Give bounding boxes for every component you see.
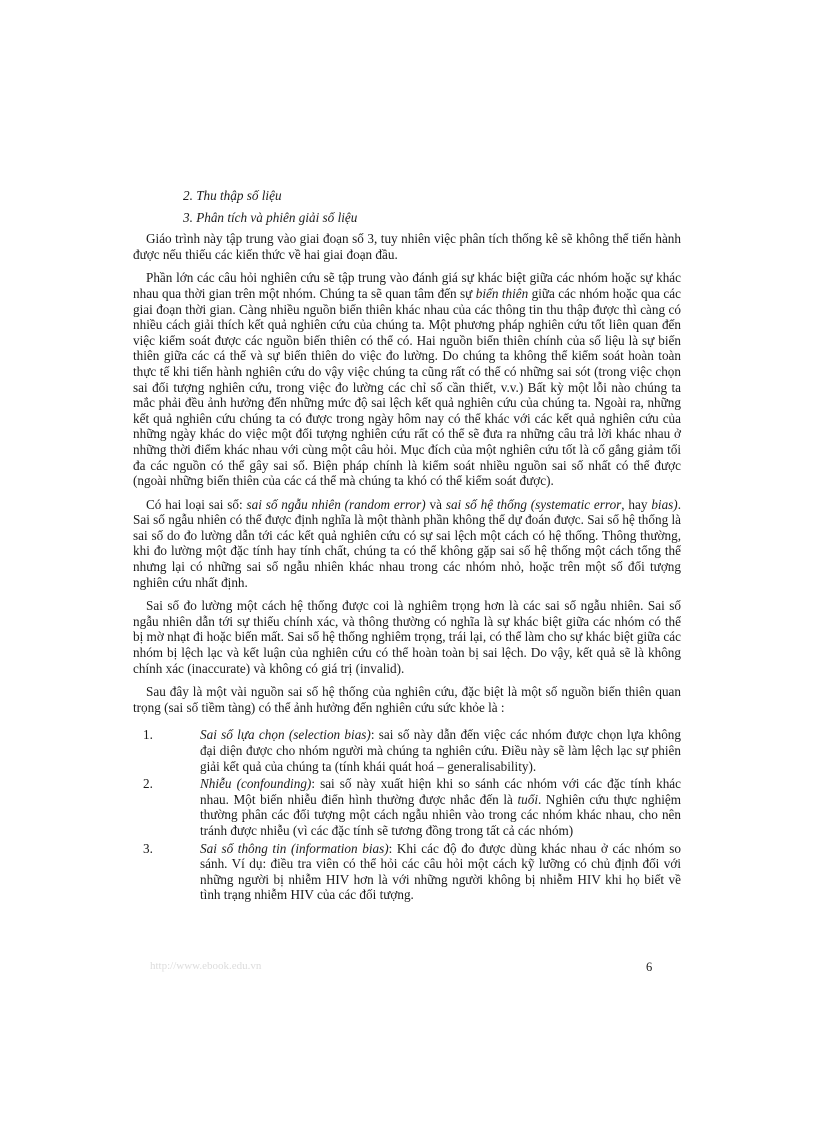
footer-url: http://www.ebook.edu.vn (150, 960, 262, 972)
list-number: 3. (143, 840, 153, 856)
bias-item-term: Sai số thông tin (information bias) (200, 840, 389, 856)
paragraph-variation-text-a: Phần lớn các câu hỏi nghiên cứu sẽ tập trung vào đánh giá sự khác biệt giữa các nhóm hoặc sự khác nhau qua thời gian trên một nhóm. Chúng ta sẽ quan tâm đến sự (133, 270, 681, 301)
bias-list (133, 727, 681, 903)
bias-item-term: Sai số lựa chọn (selection bias) (200, 727, 371, 743)
paragraph-variation-emphasis: biến thiên (475, 285, 529, 301)
list-number: 2. (143, 776, 153, 792)
bias-item-text-a: : sai số này xuất hiện khi so sánh các nhóm với các đặc tính khác nhau. Một biến nhiễu điển hình thường được nhắc đến là (200, 776, 681, 807)
bias-item-information (133, 841, 681, 903)
error-types-text-c: , hay (621, 496, 652, 512)
bias-term: bias) (651, 496, 678, 512)
page-content (133, 188, 681, 905)
list-item-data-collection: 2. Thu thập số liệu (183, 188, 282, 203)
bias-item-text: : sai số này dẫn đến việc các nhóm được chọn lựa không đại diện được cho nhóm người mà chúng ta nghiên cứu. Điều này sẽ làm lệch lạc sự phiên giải kết quả của chúng ta (tính khái quát hoá – generalisability). (200, 727, 681, 774)
bias-item-text-b: . Nghiên cứu thực nghiệm thường phân các đối tượng một cách ngẫu nhiên vào trong các nhóm khác nhau, cho nên tránh được nhiễu (vì các đặc tính sẽ tương đồng trong tất cả các nhóm) (200, 791, 682, 838)
error-types-text-a: Có hai loại sai số: (146, 496, 247, 512)
bias-item-selection (133, 727, 681, 774)
bias-item-confounding (133, 776, 681, 838)
paragraph-measurement-error: Sai số đo lường một cách hệ thống được coi là nghiêm trọng hơn là các sai số ngẫu nhiên. Sai số ngẫu nhiên dẫn tới sự thiếu chính xác, và thông thường có nghĩa là sự khác biệt giữa các nhóm có thể bị mờ nhạt đi hoặc biến mất. Sai số hệ thống nghiêm trọng, trái lại, có thể làm cho sự khác biệt giữa các nhóm bị lệch lạc và kết luận của nghiên cứu có thể hoàn toàn bị sai lệch. Do vậy, kết quả sẽ là không chính xác (inaccurate) và không có giá trị (invalid). (133, 598, 681, 676)
paragraph-sources-intro: Sau đây là một vài nguồn sai số hệ thống của nghiên cứu, đặc biệt là một số nguồn biến thiên quan trọng (sai số tiềm tàng) có thể ảnh hưởng đến nghiên cứu sức khỏe là : (133, 684, 681, 715)
bias-item-emphasis: tuổi (517, 791, 538, 807)
list-number: 1. (143, 727, 153, 743)
systematic-error-term: sai số hệ thống (systematic error (445, 496, 622, 512)
paragraph-error-types (133, 497, 681, 591)
error-types-text-d: . Sai số ngẫu nhiên có thể được định nghĩa là một thành phần không thể dự đoán được. Sai số hệ thống là sai số do đo lường dẫn tới các kết quả nghiên cứu có sự sai lệch một cách có hệ thống. Thông thường, khi đo lường một đặc tính hay tính chất, chúng ta có thể không gặp sai số hệ thống một cách tổng thể nhưng lại có những sai số ngẫu nhiên khác nhau trong các nhóm nhỏ, hoặc trên một số đối tượng nghiên cứu nhất định. (133, 496, 681, 590)
error-types-text-b: và (425, 496, 446, 512)
paragraph-variation (133, 270, 681, 488)
random-error-term: sai số ngẫu nhiên (random error) (246, 496, 426, 512)
paragraph-focus: Giáo trình này tập trung vào giai đoạn số 3, tuy nhiên việc phân tích thống kê sẽ không thể tiến hành được nếu thiếu các kiến thức về hai giai đoạn đầu. (133, 231, 681, 262)
paragraph-variation-text-b: giữa các nhóm hoặc qua các giai đoạn thời gian. Càng nhiều nguồn biến thiên khác nhau của các thông tin thu thập được thì càng có nhiều cách giải thích kết quả nghiên cứu của chúng ta. Một phương pháp nghiên cứu tốt liên quan đến việc kiểm soát được các nguồn biến thiên có thể có. Hai nguồn biến thiên chính của số liệu là sự biến thiên giữa các cá thể và sự biến thiên do việc đo lường. Do chúng ta không thể kiểm soát hoàn toàn thực tế khi tiến hành nghiên cứu do vậy việc chúng ta cũng rất có thể có những sai sót (trong việc chọn sai đối tượng nghiên cứu, trong việc đo lường các chỉ số cần thiết, v.v.) Bất kỳ một lỗi nào chúng ta mắc phải đều ảnh hưởng đến những mức độ sai lệch kết quả nghiên cứu của chúng ta. Ngoài ra, những kết quả nghiên cứu chúng ta có được trong ngày hôm nay có thể khác với các kết quả nghiên cứu của những ngày khác do việc một đối tượng nghiên cứu rất có thể sẽ đưa ra những câu trả lời khác nhau ở những thời điểm khác nhau với cùng một câu hỏi. Mục đích của một nghiên cứu tốt là cố gắng giảm tối đa các nguồn có thể gây sai số. Biện pháp chính là kiểm soát nhiều nguồn sai số nhất có thể được (ngoài những biến thiên của các cá thể mà chúng ta khó có thể kiểm soát được). (133, 285, 681, 489)
bias-item-text: : Khi các độ đo được dùng khác nhau ở các nhóm so sánh. Ví dụ: điều tra viên có thể hỏi các câu hỏi một cách kỹ lưỡng có chủ định đối với những người bị nhiễm HIV hơn là với những người không bị nhiễm HIV khi họ biết về tình trạng nhiễm HIV của các đối tượng. (200, 840, 681, 903)
list-item-analysis: 3. Phân tích và phiên giải số liệu (183, 209, 358, 225)
page-number: 6 (646, 960, 653, 974)
bias-item-term: Nhiễu (confounding) (200, 776, 312, 792)
